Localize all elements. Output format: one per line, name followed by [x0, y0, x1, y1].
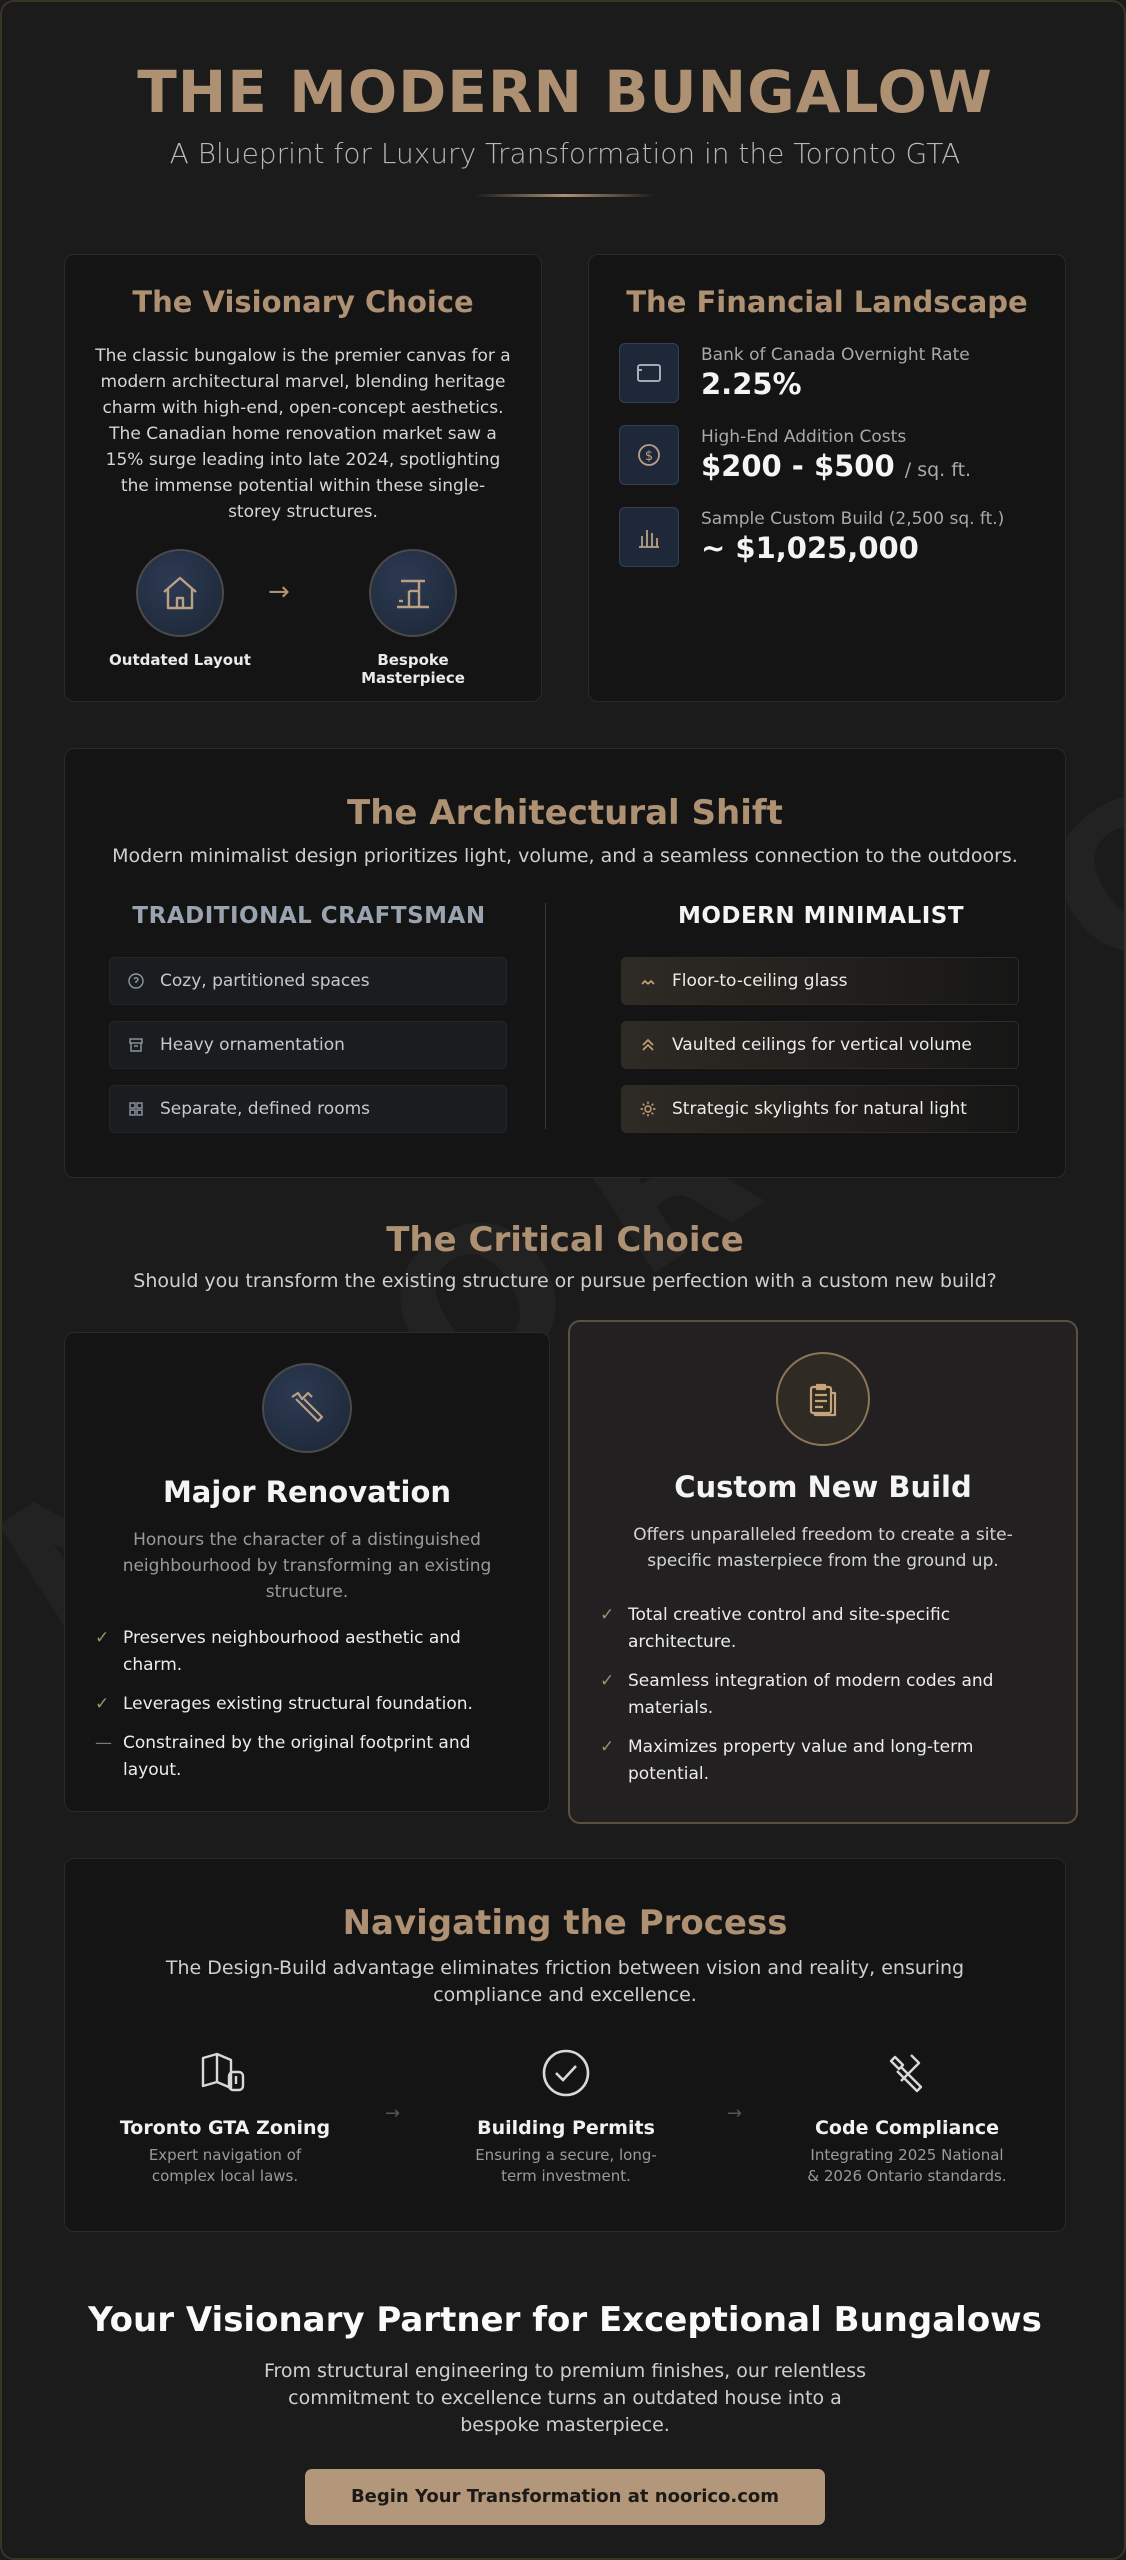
new-build-point: [600, 1668, 1046, 1722]
check-icon: ✓: [95, 1694, 110, 1714]
page-subtitle: A Blueprint for Luxury Transformation in the Toronto GTA: [169, 137, 961, 170]
new-build-point-text: Maximizes property value and long-term potential.: [628, 1737, 974, 1784]
modern-item-label: Vaulted ceilings for vertical volume: [672, 1035, 972, 1055]
modern-item: [621, 957, 1019, 1005]
building-chart-icon: [619, 507, 679, 567]
custom-build-value: ~ $1,025,000: [701, 531, 919, 565]
addition-costs-item: [619, 425, 1039, 491]
page-title: THE MODERN BUNGALOW: [137, 58, 993, 126]
critical-lead: Should you transform the existing structure or pursue perfection with a custom new build?: [133, 1270, 997, 1292]
bespoke-masterpiece-label: Bespoke Masterpiece: [361, 651, 465, 687]
renovation-point: [95, 1730, 519, 1784]
process-card: [64, 1858, 1066, 2232]
critical-choice-header: [2, 1220, 1126, 1292]
renovation-point-text: Constrained by the original footprint and layout.: [123, 1733, 471, 1780]
modern-item-label: Floor-to-ceiling glass: [672, 971, 848, 991]
renovation-points: [95, 1625, 519, 1796]
footer-title: Your Visionary Partner for Exceptional Bungalows: [88, 2300, 1042, 2340]
process-lead: The Design-Build advantage eliminates friction between vision and reality, ensuring compliance and excellence.: [165, 1957, 965, 2006]
renovation-point: [95, 1691, 519, 1718]
new-build-desc: Offers unparalleled freedom to create a site-specific masterpiece from the ground up.: [633, 1525, 1013, 1571]
arrow-right-icon: →: [727, 2103, 743, 2124]
step-desc: Integrating 2025 National & 2026 Ontario standards.: [807, 2146, 1007, 2185]
renovation-desc: Honours the character of a distinguished neighbourhood by transforming an existing structure.: [122, 1530, 492, 1602]
new-build-point-text: Total creative control and site-specific architecture.: [628, 1605, 951, 1652]
visionary-body: The classic bungalow is the premier canvas for a modern architectural marvel, blending heritage charm with high-end, open-concept aesthetics. The Canadian home renovation market saw a 15% surge leading into late 2024, spotlighting the immense potential within these single-storey structures.: [95, 346, 511, 522]
process-step: [787, 2043, 1027, 2187]
check-icon: ✓: [600, 1671, 615, 1691]
renovation-point: [95, 1625, 519, 1679]
grid-rooms-icon: [126, 1099, 146, 1119]
check-icon: ✓: [600, 1605, 615, 1625]
traditional-item: [109, 1021, 507, 1069]
window-glass-icon: [638, 971, 658, 991]
renovation-point-text: Preserves neighbourhood aesthetic and charm.: [123, 1628, 461, 1675]
new-build-title: Custom New Build: [674, 1470, 972, 1504]
modern-item: [621, 1021, 1019, 1069]
dash-icon: —: [95, 1733, 112, 1753]
traditional-item-label: Separate, defined rooms: [160, 1099, 371, 1119]
map-pin-icon: [105, 2043, 345, 2103]
custom-build-label: Sample Custom Build (2,500 sq. ft.): [701, 509, 1005, 529]
step-desc: Ensuring a secure, long-term investment.: [475, 2146, 657, 2185]
outdated-layout-label: Outdated Layout: [109, 651, 251, 669]
new-build-points: [600, 1602, 1046, 1800]
house-icon: [136, 549, 224, 637]
cta-button[interactable]: Begin Your Transformation at noorico.com: [305, 2469, 825, 2525]
check-icon: ✓: [95, 1628, 110, 1648]
bespoke-masterpiece-item: [333, 549, 493, 687]
process-step: [105, 2043, 345, 2187]
step-title: Code Compliance: [814, 2117, 1000, 2139]
step-title: Toronto GTA Zoning: [119, 2117, 331, 2139]
addition-costs-unit: / sq. ft.: [904, 459, 972, 481]
shift-lead: Modern minimalist design prioritizes light, volume, and a seamless connection to the outdoors.: [112, 845, 1018, 867]
traditional-item-label: Cozy, partitioned spaces: [160, 971, 370, 991]
modern-heading: MODERN MINIMALIST: [677, 903, 965, 929]
process-step: [446, 2043, 686, 2187]
modern-item: [621, 1085, 1019, 1133]
clipboard-plans-icon: [776, 1352, 870, 1446]
traditional-item-label: Heavy ornamentation: [160, 1035, 345, 1055]
overnight-rate-item: [619, 343, 1039, 409]
renovation-point-text: Leverages existing structural foundation.: [123, 1694, 473, 1714]
overnight-rate-label: Bank of Canada Overnight Rate: [701, 345, 970, 365]
help-circle-icon: [126, 971, 146, 991]
check-icon: ✓: [600, 1737, 615, 1757]
visionary-card: [64, 254, 542, 702]
financial-card: [588, 254, 1066, 702]
new-build-point-text: Seamless integration of modern codes and materials.: [628, 1671, 994, 1718]
tools-wrench-icon: [787, 2043, 1027, 2103]
sun-icon: [638, 1099, 658, 1119]
arrow-right-icon: →: [268, 577, 290, 607]
custom-new-build-card: [568, 1320, 1078, 1824]
overnight-rate-value: 2.25%: [701, 367, 802, 401]
title-divider: [475, 194, 655, 197]
addition-costs-label: High-End Addition Costs: [701, 427, 907, 447]
check-circle-icon: [446, 2043, 686, 2103]
footer-section: [2, 2300, 1126, 2525]
architectural-shift-card: [64, 748, 1066, 1178]
addition-costs-value: $200 - $500: [701, 449, 895, 483]
footer-body: From structural engineering to premium finishes, our relentless commitment to excellence turns an outdated house into a bespoke masterpiece.: [263, 2360, 867, 2436]
addition-costs-value-row: [701, 449, 971, 483]
traditional-heading: TRADITIONAL CRAFTSMAN: [132, 903, 486, 929]
modern-building-icon: [369, 549, 457, 637]
outdated-layout-item: [100, 549, 260, 669]
step-title: Building Permits: [477, 2117, 655, 2139]
major-renovation-card: [64, 1332, 550, 1812]
archive-box-icon: [126, 1035, 146, 1055]
custom-build-item: [619, 507, 1039, 573]
renovation-title: Major Renovation: [162, 1475, 452, 1509]
page-header: [2, 57, 1126, 197]
critical-title: The Critical Choice: [386, 1220, 744, 1260]
column-divider: [545, 903, 546, 1129]
financial-title: The Financial Landscape: [626, 285, 1028, 319]
renovation-tools-icon: [262, 1363, 352, 1453]
shift-title: The Architectural Shift: [347, 793, 783, 833]
process-title: Navigating the Process: [342, 1903, 788, 1943]
step-desc: Expert navigation of complex local laws.: [148, 2146, 302, 2185]
visionary-title: The Visionary Choice: [132, 285, 474, 319]
traditional-item: [109, 957, 507, 1005]
dollar-coin-icon: [619, 425, 679, 485]
new-build-point: [600, 1734, 1046, 1788]
bank-card-icon: [619, 343, 679, 403]
svg-text:$: $: [644, 449, 654, 464]
arrow-right-icon: →: [385, 2103, 401, 2124]
traditional-item: [109, 1085, 507, 1133]
chevrons-up-icon: [638, 1035, 658, 1055]
modern-item-label: Strategic skylights for natural light: [672, 1099, 967, 1119]
new-build-point: [600, 1602, 1046, 1656]
